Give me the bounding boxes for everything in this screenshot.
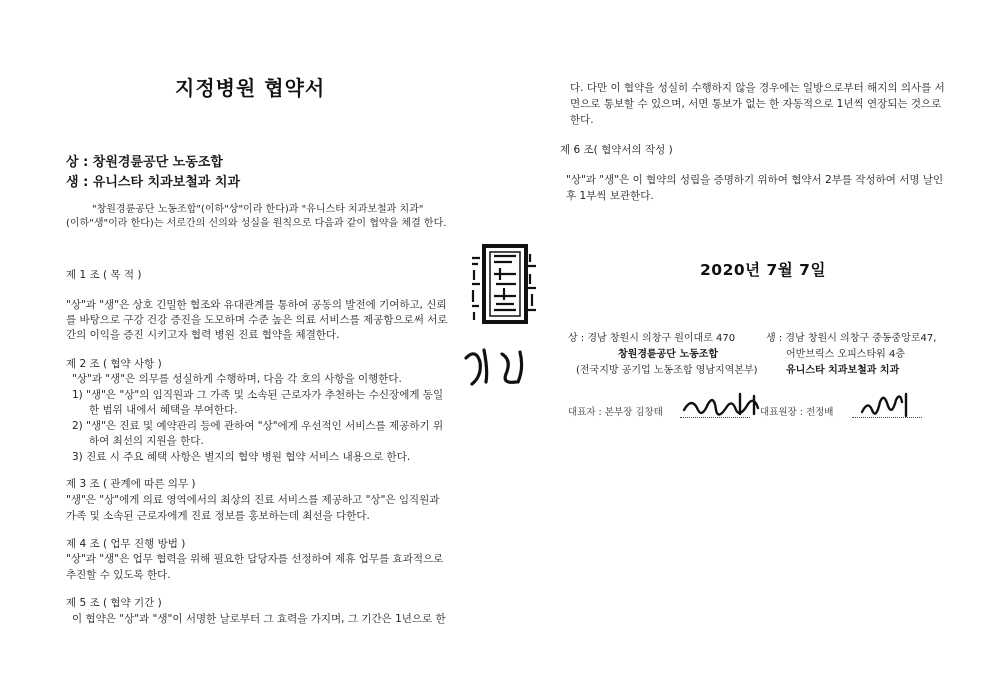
continuation-line: 면으로 통보할 수 있으며, 서면 통보가 없는 한 자동적으로 1년씩 연장되는 것으로 xyxy=(570,98,942,110)
party-b-address-1: 생 : 경남 창원시 의창구 중동중앙로47, xyxy=(766,333,937,344)
party-b-address-2: 어반브릭스 오피스타워 4층 xyxy=(786,349,905,360)
party-a-representative: 대표자 : 본부장 김창태 xyxy=(568,407,663,418)
article-3-line: "생"은 "상"에게 의료 영역에서의 최상의 진료 서비스를 제공하고 "상"은 임직원과 xyxy=(66,494,440,506)
party-second: 생 : 유니스타 치과보철과 치과 xyxy=(66,175,240,190)
right-page xyxy=(540,0,1000,700)
party-b-representative: 대표원장 : 전정배 xyxy=(760,407,834,418)
article-5-heading: 제 5 조 ( 협약 기간 ) xyxy=(66,597,162,609)
union-seal xyxy=(470,240,538,328)
continuation-line: 한다. xyxy=(570,114,594,126)
article-2-line: "상"과 "생"은 의무를 성실하게 수행하며, 다음 각 호의 사항을 이행한다. xyxy=(72,373,402,385)
party-first: 상 : 창원경륜공단 노동조합 xyxy=(66,155,223,170)
intro-line-1: "창원경륜공단 노동조합"(이하"상"이라 한다)과 "유니스타 치과보철과 치과" xyxy=(92,204,424,215)
article-2-line: 3) 진료 시 주요 혜택 사항은 별지의 협약 병원 협약 서비스 내용으로 한다. xyxy=(72,451,411,463)
party-a-affiliation: (전국지방 공기업 노동조합 영남지역본부) xyxy=(576,365,758,376)
article-4-line: "상"과 "생"은 업무 협력을 위해 필요한 담당자를 선정하여 제휴 업무를 효과적으로 xyxy=(66,553,444,565)
article-2-line: 한 범위 내에서 혜택을 부여한다. xyxy=(89,404,238,416)
article-1-heading: 제 1 조 ( 목 적 ) xyxy=(66,269,142,281)
seal-signature xyxy=(462,340,542,394)
article-3-line: 가족 및 소속된 근로자에게 진료 정보를 홍보하는데 최선을 다한다. xyxy=(66,510,370,522)
party-a-signature xyxy=(680,390,770,426)
party-b-signature xyxy=(858,390,918,426)
document-title: 지정병원 협약서 xyxy=(175,76,326,100)
article-5-line: 이 협약은 "상"과 "생"이 서명한 날로부터 그 효력을 가지며, 그 기간은 1년으로 한 xyxy=(72,613,446,625)
intro-line-2: (이하"생"이라 한다)는 서로간의 신의와 성실을 원칙으로 다음과 같이 협약을 체결 한다. xyxy=(66,218,447,229)
article-3-heading: 제 3 조 ( 관계에 따른 의무 ) xyxy=(66,478,196,490)
party-a-name: 창원경륜공단 노동조합 xyxy=(618,349,719,360)
article-4-line: 추진할 수 있도록 한다. xyxy=(66,569,171,581)
party-b-name: 유니스타 치과보철과 치과 xyxy=(786,365,900,376)
article-6-line: 후 1부씩 보관한다. xyxy=(566,190,654,202)
article-2-line: 하여 최선의 지원을 한다. xyxy=(89,435,204,447)
party-a-address: 상 : 경남 창원시 의창구 원이대로 470 xyxy=(568,333,736,344)
article-2-line: 1) "생"은 "상"의 임직원과 그 가족 및 소속된 근로자가 추천하는 수신장에게 동일 xyxy=(72,389,444,401)
article-1-line: "상"과 "생"은 상호 긴밀한 협조와 유대관계를 통하여 공동의 발전에 기여하고, 신뢰 xyxy=(66,299,447,311)
signing-date: 2020년 7월 7일 xyxy=(700,261,826,279)
article-6-line: "상"과 "생"은 이 협약의 성립을 증명하기 위하여 협약서 2부를 작성하여 서명 날인 xyxy=(566,174,944,186)
article-6-heading: 제 6 조( 협약서의 작성 ) xyxy=(560,144,673,156)
continuation-line: 다. 다만 이 협약을 성실히 수행하지 않을 경우에는 일방으로부터 해지의 의사를 서 xyxy=(570,82,945,94)
article-2-heading: 제 2 조 ( 협약 사항 ) xyxy=(66,358,162,370)
article-1-line: 를 바탕으로 구강 건강 증진을 도모하며 수준 높은 의료 서비스를 제공함으로써 서로 xyxy=(66,314,448,326)
article-2-line: 2) "생"은 진료 및 예약관리 등에 관하여 "상"에게 우선적인 서비스를 제공하기 위 xyxy=(72,420,444,432)
article-1-line: 간의 이익을 증진 시키고자 협력 병원 진료 협약을 체결한다. xyxy=(66,329,340,341)
article-4-heading: 제 4 조 ( 업무 진행 방법 ) xyxy=(66,538,186,550)
